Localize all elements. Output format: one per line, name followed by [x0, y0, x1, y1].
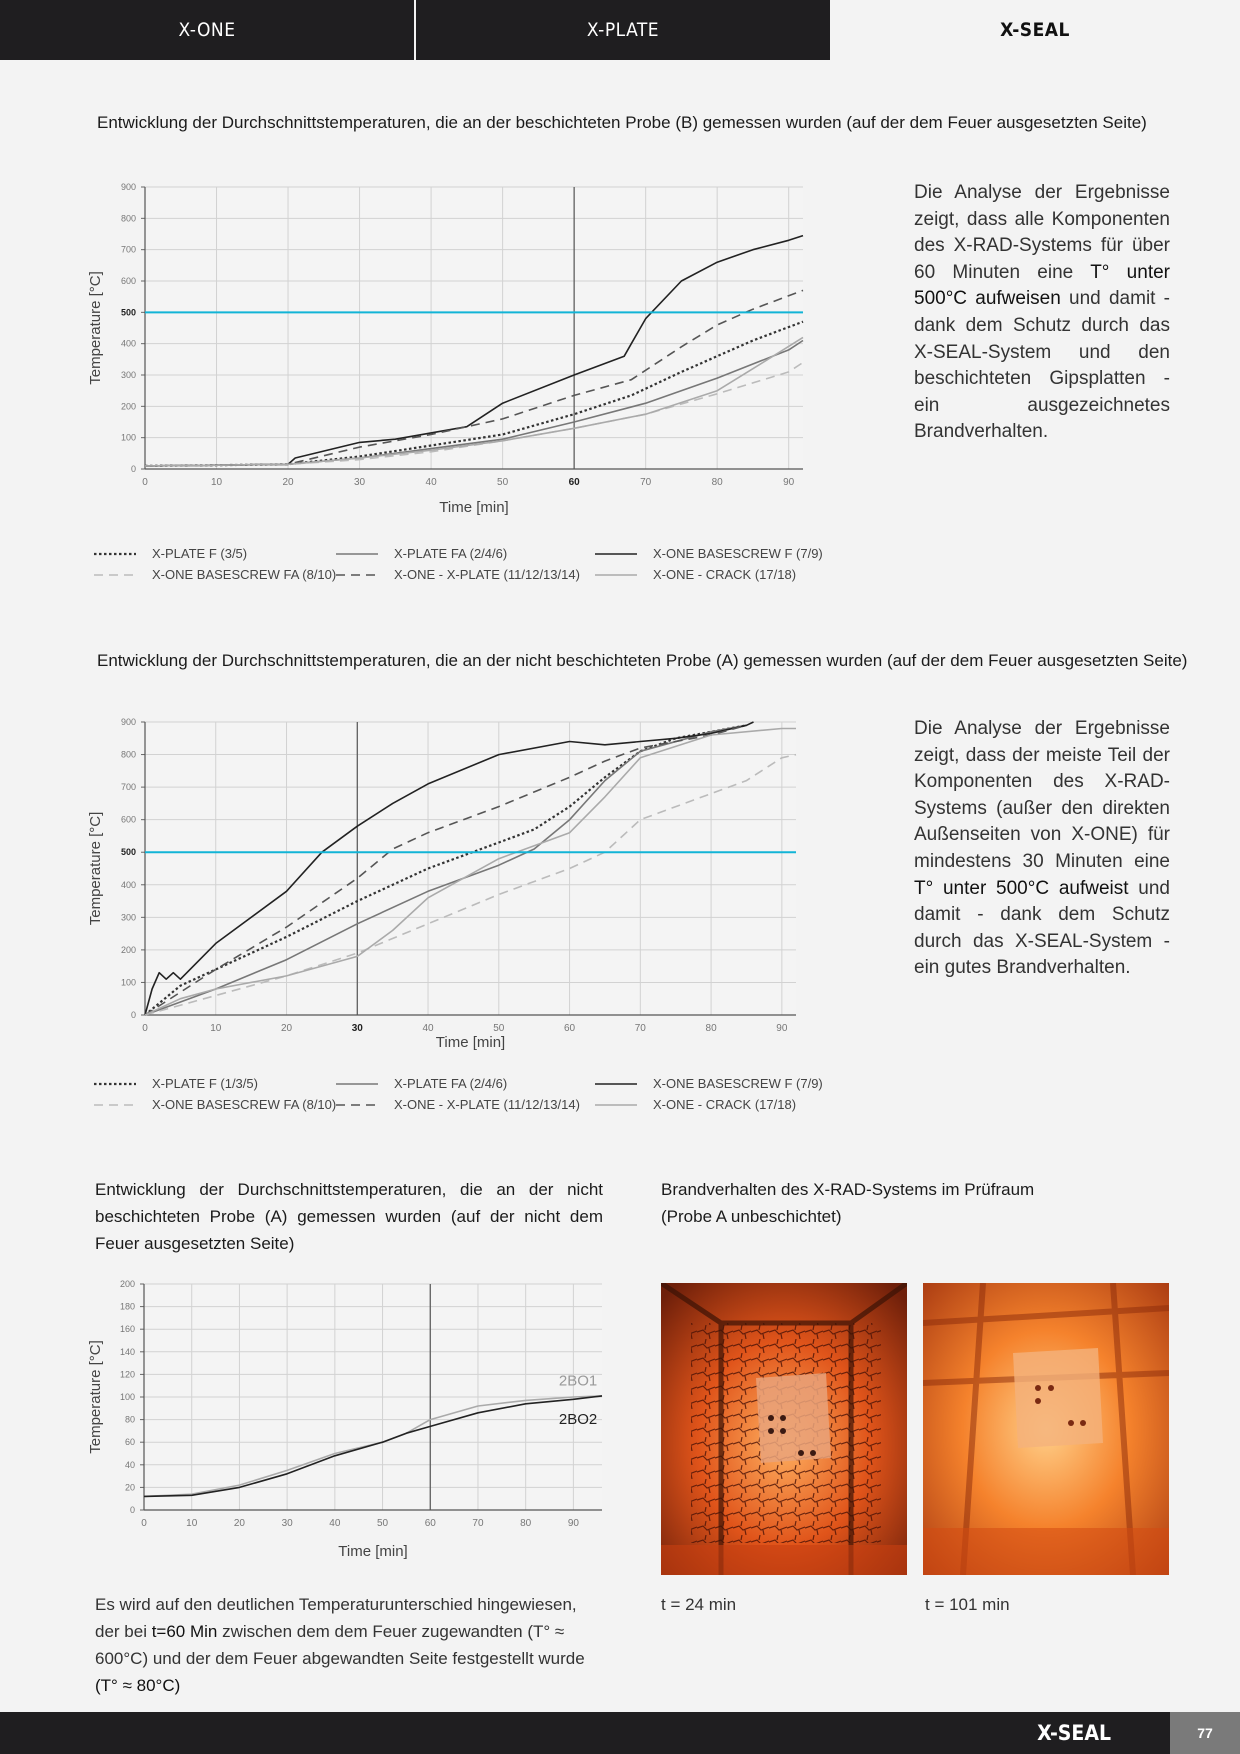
- x-tick-label: 0: [142, 477, 148, 488]
- y-tick-label: 300: [120, 370, 136, 380]
- x-tick-label: 90: [783, 477, 795, 488]
- x-tick-label: 90: [567, 1518, 579, 1529]
- legend-item: [94, 567, 336, 582]
- y-axis-label: Temperature [°C]: [87, 271, 104, 385]
- y-tick-label: 60: [124, 1437, 135, 1448]
- x-tick-label: 80: [520, 1518, 532, 1529]
- x-tick-label: 30: [351, 1023, 363, 1034]
- legend-label: X-ONE BASESCREW FA (8/10): [152, 1097, 337, 1112]
- fire-test-photo-101min: [923, 1283, 1169, 1575]
- photo-caption-1: t = 24 min: [661, 1595, 737, 1614]
- legend-item: [336, 1076, 507, 1091]
- legend-swatch: [595, 570, 637, 580]
- tab-x-seal[interactable]: X-SEAL: [830, 0, 1240, 60]
- legend-swatch: [94, 1100, 136, 1110]
- legend-label: X-ONE - X-PLATE (11/12/13/14): [394, 1097, 580, 1112]
- y-tick-label: 120: [119, 1369, 135, 1380]
- y-tick-label: 100: [120, 432, 136, 443]
- y-tick-label: 900: [120, 182, 136, 192]
- x-tick-label: 20: [280, 1023, 293, 1034]
- legend-label: X-ONE - X-PLATE (11/12/13/14): [394, 567, 580, 582]
- chart-2-analysis: Die Analyse der Ergebnisse zeigt, dass der meiste Teil der Komponenten des X-RAD-Systems (außer den direkten Außenseiten von X-ONE) für mindestens 30 Minuten eine T° unter 500°C aufweist und damit - dank dem Schutz durch das X-SEAL-System - ein gutes Brandverhalten.: [914, 718, 1170, 979]
- legend-swatch: [595, 1100, 637, 1110]
- legend-item: [94, 1097, 336, 1112]
- y-tick-label: 400: [120, 338, 136, 349]
- y-tick-label: 40: [124, 1459, 135, 1470]
- legend-label: X-PLATE FA (2/4/6): [394, 1076, 508, 1091]
- legend-swatch: [336, 570, 378, 580]
- page-footer: [0, 1712, 1240, 1754]
- x-axis-label: Time [min]: [439, 499, 509, 516]
- tab-x-plate[interactable]: X-PLATE: [416, 0, 830, 60]
- chart-1-title: Entwicklung der Durchschnittstemperaturen, die an der beschichteten Probe (B) gemessen wurden (auf der dem Feuer ausgesetzten Seite): [97, 113, 1147, 132]
- x-tick-label: 60: [564, 1023, 576, 1034]
- x-tick-label: 40: [425, 477, 437, 488]
- x-tick-label: 50: [497, 477, 509, 488]
- x-axis-label: Time [min]: [338, 1543, 408, 1560]
- footer-brand: X-SEAL: [1037, 1721, 1111, 1745]
- legend-label: X-PLATE F (3/5): [152, 546, 248, 561]
- chart-1-analysis: Die Analyse der Ergebnisse zeigt, dass alle Komponenten des X-RAD-Systems für über 60 Minuten eine T° unter 500°C aufweisen und damit - dank dem Schutz durch das X-SEAL-System und den beschichteten Gipsplatten - ein ausgezeichnetes Brandverhalten.: [914, 182, 1170, 443]
- x-tick-label: 0: [141, 1518, 147, 1529]
- legend-label: X-ONE - CRACK (17/18): [653, 567, 797, 582]
- x-tick-label: 50: [376, 1518, 389, 1529]
- legend-swatch: [336, 1100, 378, 1110]
- chart-1-legend: [94, 546, 854, 586]
- x-tick-label: 70: [634, 1023, 646, 1034]
- x-tick-label: 20: [282, 477, 294, 488]
- legend-swatch: [94, 570, 136, 580]
- y-tick-label: 100: [119, 1392, 135, 1402]
- y-tick-label: 400: [120, 879, 136, 890]
- y-tick-label: 600: [120, 814, 136, 825]
- y-tick-label: 160: [119, 1324, 135, 1335]
- legend-label: X-PLATE F (1/3/5): [152, 1076, 258, 1091]
- legend-item: [595, 1076, 823, 1091]
- x-tick-label: 0: [142, 1023, 148, 1034]
- legend-item: [595, 546, 823, 561]
- fire-test-photo-24min: [661, 1283, 907, 1575]
- chart-3-title: Entwicklung der Durchschnittstemperaturen, die an der nicht beschichteten Probe (A) gemessen wurden (auf der nicht dem Feuer ausgesetzten Seite): [95, 1180, 603, 1253]
- x-tick-label: 60: [568, 477, 580, 488]
- y-tick-label: 200: [119, 1279, 135, 1289]
- y-tick-label: 200: [120, 944, 136, 955]
- x-tick-label: 30: [281, 1518, 293, 1529]
- legend-label: X-ONE - CRACK (17/18): [653, 1097, 797, 1112]
- y-tick-label: 500: [120, 847, 136, 858]
- x-tick-label: 60: [424, 1518, 436, 1529]
- y-tick-label: 180: [119, 1301, 135, 1312]
- y-tick-label: 600: [120, 276, 136, 286]
- y-tick-label: 800: [120, 213, 136, 224]
- x-tick-label: 80: [705, 1023, 717, 1034]
- legend-item: [336, 1097, 580, 1112]
- chart-1: [85, 175, 815, 520]
- x-tick-label: 70: [472, 1518, 484, 1529]
- y-tick-label: 0: [130, 1010, 136, 1020]
- x-tick-label: 40: [422, 1023, 434, 1034]
- x-tick-label: 10: [210, 1023, 222, 1034]
- legend-item: [94, 1076, 258, 1091]
- legend-item: [336, 546, 507, 561]
- y-axis-label: Temperature [°C]: [87, 1340, 104, 1454]
- y-tick-label: 700: [120, 782, 136, 793]
- y-tick-label: 900: [120, 717, 136, 727]
- x-tick-label: 90: [776, 1023, 788, 1034]
- plot-area: [145, 187, 803, 469]
- x-tick-label: 70: [640, 477, 652, 488]
- x-tick-label: 80: [711, 477, 723, 488]
- y-tick-label: 500: [120, 307, 136, 318]
- legend-swatch: [595, 1079, 637, 1089]
- chart-3: [85, 1274, 610, 1566]
- x-tick-label: 50: [493, 1023, 505, 1034]
- legend-swatch: [595, 549, 637, 559]
- legend-label: X-ONE BASESCREW F (7/9): [653, 546, 823, 561]
- x-tick-label: 40: [329, 1518, 341, 1529]
- photos-heading: Brandverhalten des X-RAD-Systems im Prüfraum (Probe A unbeschichtet): [661, 1180, 1035, 1226]
- y-tick-label: 0: [130, 464, 136, 474]
- y-axis-label: Temperature [°C]: [87, 811, 104, 926]
- series-label-2bo2: 2BO2: [558, 1411, 598, 1429]
- product-tabs: [0, 0, 1240, 60]
- legend-item: [595, 1097, 796, 1112]
- photo-caption-2: t = 101 min: [925, 1595, 1010, 1614]
- y-tick-label: 0: [129, 1505, 135, 1515]
- chart-2: [85, 711, 815, 1056]
- legend-swatch: [94, 549, 136, 559]
- legend-swatch: [94, 1079, 136, 1089]
- x-tick-label: 10: [210, 477, 223, 488]
- y-tick-label: 100: [120, 977, 136, 988]
- legend-swatch: [336, 1079, 378, 1089]
- series-label-2bo1: 2BO1: [558, 1372, 598, 1390]
- tab-x-one[interactable]: X-ONE: [0, 0, 414, 60]
- legend-item: [94, 546, 247, 561]
- x-axis-label: Time [min]: [435, 1034, 506, 1051]
- y-tick-label: 20: [124, 1482, 135, 1493]
- y-tick-label: 200: [120, 401, 136, 412]
- chart-2-legend: [94, 1076, 854, 1116]
- page-number: 77: [1170, 1712, 1240, 1754]
- legend-label: X-ONE BASESCREW FA (8/10): [152, 567, 337, 582]
- x-tick-label: 20: [233, 1518, 245, 1529]
- legend-label: X-PLATE FA (2/4/6): [394, 546, 508, 561]
- legend-label: X-ONE BASESCREW F (7/9): [653, 1076, 823, 1091]
- y-tick-label: 140: [119, 1346, 135, 1357]
- y-tick-label: 80: [124, 1414, 135, 1425]
- chart-2-title: Entwicklung der Durchschnittstemperaturen, die an der nicht beschichteten Probe (A) gemessen wurden (auf der dem Feuer ausgesetzten Seite): [97, 651, 1188, 670]
- x-tick-label: 30: [354, 477, 366, 488]
- x-tick-label: 10: [186, 1518, 198, 1529]
- legend-swatch: [336, 549, 378, 559]
- legend-item: [595, 567, 796, 582]
- y-tick-label: 700: [120, 244, 136, 255]
- y-tick-label: 800: [120, 749, 136, 760]
- legend-item: [336, 567, 580, 582]
- y-tick-label: 300: [120, 912, 136, 923]
- temperature-note: Es wird auf den deutlichen Temperaturunterschied hingewiesen, der bei t=60 Min zwischen dem dem Feuer zugewandten (T° ≈ 600°C) und der dem Feuer abgewandten Seite festgestellt wurde (T° ≈ 80°C): [95, 1595, 585, 1695]
